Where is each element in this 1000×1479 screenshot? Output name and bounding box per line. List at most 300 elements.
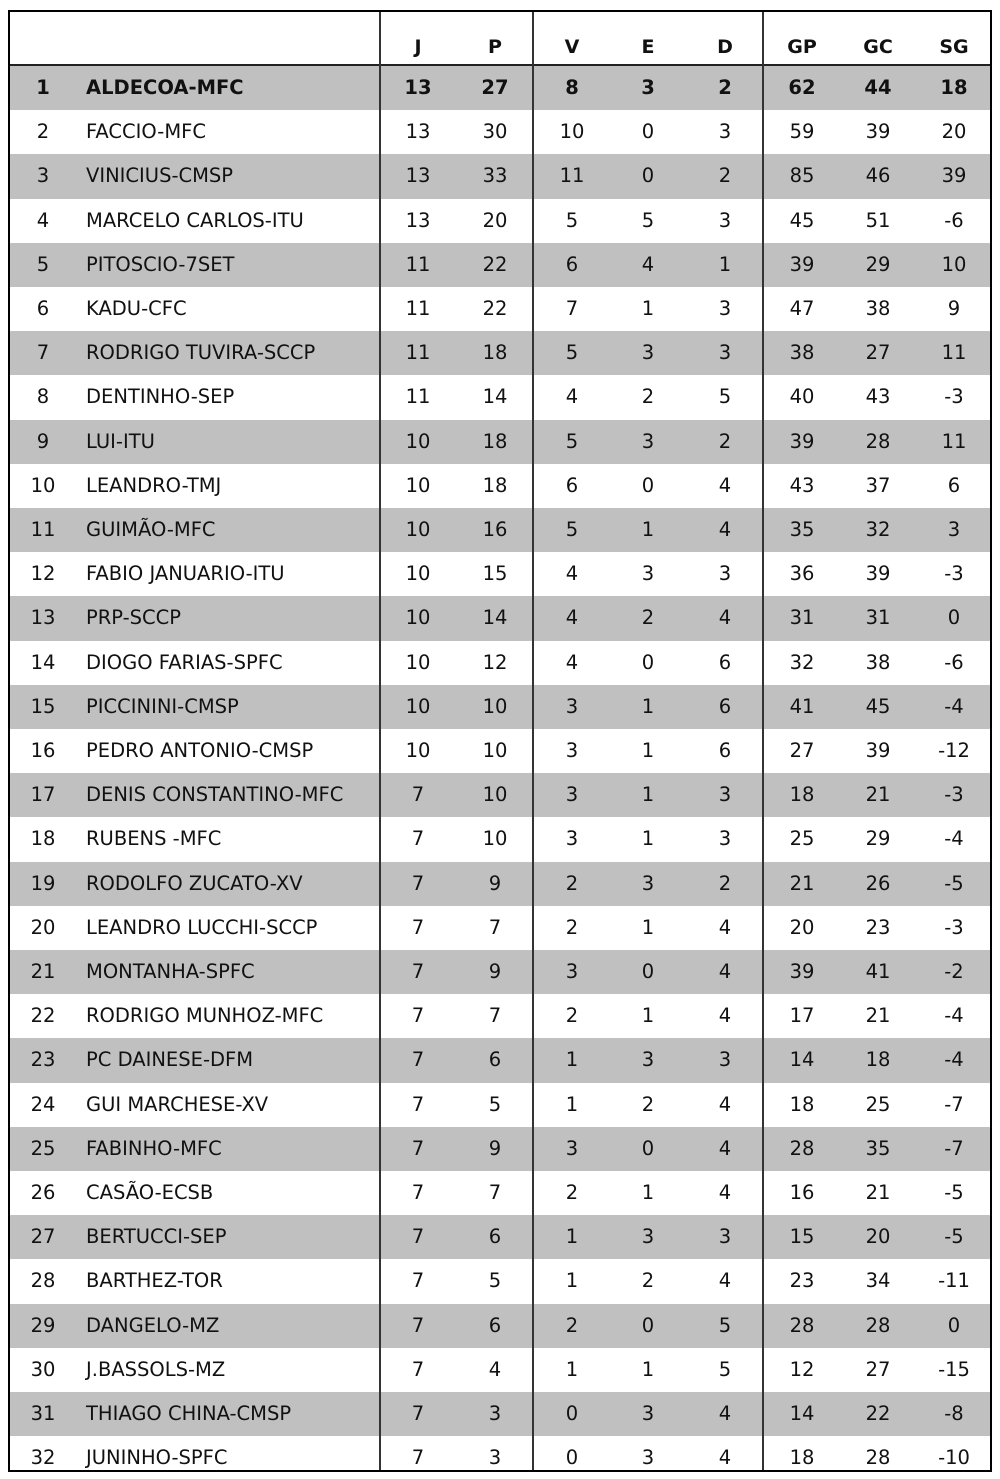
cell-j: 11 [405, 341, 431, 365]
cell-gc: 39 [865, 739, 891, 762]
table-row [10, 1392, 990, 1436]
cell-e: 1 [641, 694, 655, 718]
cell-p: 6 [488, 1048, 502, 1072]
cell-j: 13 [405, 164, 431, 188]
cell-sg: -4 [944, 827, 964, 851]
cell-gp: 47 [789, 297, 815, 320]
cell-e: 1 [641, 827, 655, 851]
cell-v: 3 [565, 827, 579, 851]
header-row [10, 12, 990, 66]
cell-d: 6 [718, 650, 732, 674]
table-row [10, 1304, 990, 1348]
cell-pos: 22 [30, 1004, 56, 1028]
cell-pos: 9 [36, 429, 50, 453]
cell-gp: 59 [789, 120, 815, 144]
cell-gp: 43 [789, 473, 815, 497]
cell-gp: 21 [789, 871, 815, 895]
cell-sg: 0 [947, 1313, 961, 1337]
cell-e: 2 [641, 1269, 655, 1293]
cell-e: 0 [641, 1313, 655, 1337]
cell-j: 10 [405, 473, 431, 497]
cell-sg: -4 [944, 1048, 964, 1072]
cell-d: 3 [718, 827, 732, 851]
cell-gc: 20 [865, 1225, 891, 1249]
table-row [10, 552, 990, 596]
cell-name: THIAGO CHINA-CMSP [86, 1402, 292, 1425]
cell-sg: -6 [944, 650, 964, 674]
cell-sg: -7 [944, 1136, 964, 1160]
cell-v: 2 [565, 871, 579, 895]
cell-pos: 18 [30, 827, 56, 851]
cell-v: 5 [565, 341, 579, 365]
cell-v: 3 [565, 1136, 579, 1160]
cell-p: 7 [488, 1181, 502, 1204]
cell-gp: 35 [789, 518, 815, 541]
cell-gc: 51 [865, 208, 891, 232]
column-divider [532, 12, 534, 1470]
cell-e: 1 [641, 1357, 655, 1381]
cell-gp: 18 [789, 1092, 815, 1116]
cell-name: FABIO JANUARIO-ITU [86, 562, 285, 586]
cell-gc: 27 [865, 1357, 891, 1381]
cell-sg: 18 [940, 76, 968, 99]
cell-d: 4 [718, 915, 732, 939]
header-v: V [564, 36, 580, 58]
cell-j: 7 [411, 1402, 425, 1425]
cell-gc: 29 [865, 827, 891, 851]
cell-e: 0 [641, 1136, 655, 1160]
cell-d: 3 [718, 208, 732, 232]
cell-sg: -3 [944, 783, 964, 807]
header-gc: GC [863, 36, 893, 58]
cell-v: 10 [559, 120, 585, 144]
cell-v: 4 [565, 650, 579, 674]
cell-v: 3 [565, 739, 579, 762]
cell-pos: 11 [30, 518, 56, 541]
table-row [10, 1038, 990, 1082]
cell-d: 4 [718, 1446, 732, 1470]
cell-d: 2 [718, 429, 732, 453]
cell-d: 2 [718, 76, 732, 99]
cell-j: 10 [405, 606, 431, 630]
cell-gp: 18 [789, 1446, 815, 1470]
cell-d: 5 [718, 385, 732, 409]
cell-pos: 23 [30, 1048, 56, 1072]
table-row [10, 508, 990, 552]
cell-gp: 27 [789, 739, 815, 762]
cell-name: GUIMÃO-MFC [86, 518, 216, 541]
cell-pos: 12 [30, 562, 56, 586]
cell-name: PEDRO ANTONIO-CMSP [86, 739, 314, 762]
cell-name: GUI MARCHESE-XV [86, 1092, 269, 1116]
cell-v: 5 [565, 518, 579, 541]
cell-pos: 28 [30, 1269, 56, 1293]
cell-p: 4 [488, 1357, 502, 1381]
cell-pos: 4 [36, 208, 50, 232]
cell-v: 5 [565, 429, 579, 453]
cell-v: 1 [565, 1048, 579, 1072]
cell-p: 9 [488, 960, 502, 983]
cell-gp: 39 [789, 960, 815, 983]
table-row [10, 1259, 990, 1303]
cell-j: 10 [405, 694, 431, 718]
cell-gp: 28 [789, 1313, 815, 1337]
standings-table [8, 10, 992, 1472]
cell-name: BARTHEZ-TOR [86, 1269, 223, 1293]
cell-e: 3 [641, 1446, 655, 1470]
cell-e: 1 [641, 783, 655, 807]
table-row [10, 729, 990, 773]
cell-j: 7 [411, 1313, 425, 1337]
cell-name: LUI-ITU [86, 429, 155, 453]
cell-d: 6 [718, 739, 732, 762]
cell-pos: 25 [30, 1136, 56, 1160]
cell-j: 7 [411, 1048, 425, 1072]
cell-e: 1 [641, 1004, 655, 1028]
cell-pos: 16 [30, 739, 56, 762]
cell-p: 10 [482, 694, 508, 718]
cell-gp: 14 [789, 1048, 815, 1072]
cell-gc: 21 [865, 1181, 891, 1204]
table-row [10, 464, 990, 508]
cell-sg: -3 [944, 915, 964, 939]
header-d: D [717, 36, 733, 58]
cell-v: 5 [565, 208, 579, 232]
cell-p: 12 [482, 650, 508, 674]
cell-v: 0 [565, 1446, 579, 1470]
cell-gc: 28 [865, 429, 891, 453]
cell-name: VINICIUS-CMSP [86, 164, 234, 188]
table-row [10, 243, 990, 287]
cell-v: 3 [565, 783, 579, 807]
cell-d: 4 [718, 1004, 732, 1028]
cell-e: 1 [641, 1181, 655, 1204]
table-row [10, 66, 990, 110]
cell-e: 3 [641, 1048, 655, 1072]
cell-v: 8 [565, 76, 579, 99]
cell-e: 4 [641, 252, 655, 276]
table-row [10, 685, 990, 729]
cell-p: 7 [488, 915, 502, 939]
cell-e: 2 [641, 1092, 655, 1116]
cell-gc: 28 [865, 1313, 891, 1337]
cell-j: 10 [405, 518, 431, 541]
cell-pos: 14 [30, 650, 56, 674]
cell-name: PITOSCIO-7SET [86, 252, 235, 276]
cell-e: 1 [641, 915, 655, 939]
cell-gp: 14 [789, 1402, 815, 1425]
cell-gc: 18 [865, 1048, 891, 1072]
cell-e: 1 [641, 739, 655, 762]
cell-pos: 8 [36, 385, 50, 409]
cell-p: 9 [488, 871, 502, 895]
table-row [10, 1127, 990, 1171]
cell-sg: -2 [944, 960, 964, 983]
cell-d: 2 [718, 164, 732, 188]
header-divider [10, 64, 990, 66]
cell-sg: 6 [947, 473, 961, 497]
cell-j: 7 [411, 1446, 425, 1470]
cell-name: CASÃO-ECSB [86, 1181, 214, 1204]
cell-sg: 39 [941, 164, 967, 188]
cell-sg: -3 [944, 562, 964, 586]
cell-e: 3 [641, 1225, 655, 1249]
cell-e: 3 [641, 562, 655, 586]
cell-gc: 32 [865, 518, 891, 541]
cell-sg: -12 [938, 739, 970, 762]
cell-e: 3 [641, 341, 655, 365]
cell-p: 10 [482, 783, 508, 807]
cell-pos: 29 [30, 1313, 56, 1337]
cell-gp: 41 [789, 694, 815, 718]
cell-j: 7 [411, 871, 425, 895]
cell-sg: -4 [944, 1004, 964, 1028]
column-divider [762, 12, 764, 1470]
cell-name: PICCININI-CMSP [86, 694, 239, 718]
cell-e: 3 [641, 429, 655, 453]
table-row [10, 950, 990, 994]
table-row [10, 862, 990, 906]
cell-j: 7 [411, 827, 425, 851]
cell-name: RODOLFO ZUCATO-XV [86, 871, 303, 895]
cell-e: 2 [641, 385, 655, 409]
table-row [10, 420, 990, 464]
cell-pos: 19 [30, 871, 56, 895]
cell-gp: 17 [789, 1004, 815, 1028]
cell-j: 13 [404, 76, 432, 99]
column-divider [379, 12, 381, 1470]
cell-name: PC DAINESE-DFM [86, 1048, 254, 1072]
cell-name: MONTANHA-SPFC [86, 960, 255, 983]
cell-sg: -5 [944, 1225, 964, 1249]
table-row [10, 154, 990, 198]
table-row [10, 1083, 990, 1127]
cell-e: 3 [641, 871, 655, 895]
cell-j: 10 [405, 429, 431, 453]
cell-gp: 39 [789, 429, 815, 453]
cell-gc: 37 [865, 473, 891, 497]
cell-p: 27 [481, 76, 509, 99]
cell-gp: 85 [789, 164, 815, 188]
cell-sg: -11 [938, 1269, 970, 1293]
cell-d: 5 [718, 1313, 732, 1337]
cell-name: J.BASSOLS-MZ [86, 1357, 226, 1381]
cell-gp: 16 [789, 1181, 815, 1204]
cell-gp: 12 [789, 1357, 815, 1381]
cell-p: 18 [482, 341, 508, 365]
cell-sg: -4 [944, 694, 964, 718]
cell-d: 4 [718, 606, 732, 630]
cell-v: 0 [565, 1402, 579, 1425]
header-e: E [641, 36, 655, 58]
cell-name: FACCIO-MFC [86, 120, 206, 144]
cell-p: 3 [488, 1446, 502, 1470]
cell-gc: 25 [865, 1092, 891, 1116]
table-row [10, 1215, 990, 1259]
cell-name: ALDECOA-MFC [86, 76, 244, 99]
cell-j: 7 [411, 960, 425, 983]
cell-gc: 44 [864, 76, 892, 99]
cell-gc: 35 [865, 1136, 891, 1160]
cell-p: 6 [488, 1225, 502, 1249]
cell-name: BERTUCCI-SEP [86, 1225, 227, 1249]
cell-sg: -15 [938, 1357, 970, 1381]
cell-d: 4 [718, 1136, 732, 1160]
cell-j: 11 [405, 297, 431, 320]
cell-e: 0 [641, 960, 655, 983]
cell-j: 13 [405, 120, 431, 144]
cell-j: 7 [411, 1004, 425, 1028]
cell-gc: 28 [865, 1446, 891, 1470]
cell-d: 3 [718, 297, 732, 320]
cell-pos: 17 [30, 783, 56, 807]
cell-v: 6 [565, 252, 579, 276]
cell-p: 15 [482, 562, 508, 586]
cell-sg: -10 [938, 1446, 970, 1470]
cell-v: 1 [565, 1092, 579, 1116]
cell-d: 3 [718, 562, 732, 586]
cell-gc: 38 [865, 297, 891, 320]
cell-pos: 2 [36, 120, 50, 144]
cell-gc: 46 [865, 164, 891, 188]
cell-name: DANGELO-MZ [86, 1313, 220, 1337]
cell-gp: 23 [789, 1269, 815, 1293]
cell-gc: 22 [865, 1402, 891, 1425]
cell-gc: 21 [865, 783, 891, 807]
cell-p: 16 [482, 518, 508, 541]
cell-v: 4 [565, 562, 579, 586]
cell-pos: 1 [36, 76, 50, 99]
cell-pos: 27 [30, 1225, 56, 1249]
cell-gc: 41 [865, 960, 891, 983]
cell-pos: 24 [30, 1092, 56, 1116]
cell-d: 4 [718, 1402, 732, 1425]
cell-sg: -6 [944, 208, 964, 232]
header-sg: SG [939, 36, 969, 58]
cell-p: 20 [482, 208, 508, 232]
cell-pos: 32 [30, 1446, 56, 1470]
cell-gc: 27 [865, 341, 891, 365]
cell-d: 3 [718, 341, 732, 365]
cell-p: 10 [482, 739, 508, 762]
cell-gc: 31 [865, 606, 891, 630]
cell-sg: 10 [941, 252, 967, 276]
cell-gp: 38 [789, 341, 815, 365]
cell-gp: 32 [789, 650, 815, 674]
cell-e: 0 [641, 473, 655, 497]
cell-v: 4 [565, 385, 579, 409]
cell-j: 7 [411, 915, 425, 939]
cell-v: 3 [565, 694, 579, 718]
cell-p: 9 [488, 1136, 502, 1160]
cell-d: 3 [718, 1048, 732, 1072]
table-row [10, 375, 990, 419]
cell-v: 6 [565, 473, 579, 497]
cell-pos: 20 [30, 915, 56, 939]
cell-j: 7 [411, 1181, 425, 1204]
cell-gp: 28 [789, 1136, 815, 1160]
cell-sg: -7 [944, 1092, 964, 1116]
cell-p: 7 [488, 1004, 502, 1028]
header-p: P [488, 36, 502, 58]
cell-name: RUBENS -MFC [86, 827, 222, 851]
cell-name: LEANDRO LUCCHI-SCCP [86, 915, 318, 939]
cell-v: 3 [565, 960, 579, 983]
cell-gp: 15 [789, 1225, 815, 1249]
cell-v: 2 [565, 1004, 579, 1028]
cell-gp: 40 [789, 385, 815, 409]
table-row [10, 773, 990, 817]
table-row [10, 596, 990, 640]
cell-e: 5 [641, 208, 655, 232]
cell-v: 1 [565, 1357, 579, 1381]
cell-j: 10 [405, 562, 431, 586]
cell-name: RODRIGO MUNHOZ-MFC [86, 1004, 324, 1028]
cell-gc: 39 [865, 120, 891, 144]
cell-p: 18 [482, 473, 508, 497]
cell-gc: 21 [865, 1004, 891, 1028]
cell-name: DENTINHO-SEP [86, 385, 235, 409]
table-row [10, 817, 990, 861]
cell-d: 4 [718, 1181, 732, 1204]
cell-v: 7 [565, 297, 579, 320]
cell-v: 1 [565, 1269, 579, 1293]
cell-gp: 39 [789, 252, 815, 276]
cell-gc: 45 [865, 694, 891, 718]
cell-j: 7 [411, 1269, 425, 1293]
cell-gp: 45 [789, 208, 815, 232]
cell-j: 7 [411, 1092, 425, 1116]
cell-pos: 30 [30, 1357, 56, 1381]
cell-gc: 38 [865, 650, 891, 674]
cell-e: 1 [641, 518, 655, 541]
cell-pos: 26 [30, 1181, 56, 1204]
cell-j: 13 [405, 208, 431, 232]
table-row [10, 287, 990, 331]
cell-j: 11 [405, 385, 431, 409]
cell-pos: 10 [30, 473, 56, 497]
header-gp: GP [787, 36, 817, 58]
cell-d: 2 [718, 871, 732, 895]
cell-name: JUNINHO-SPFC [86, 1446, 228, 1470]
table-row [10, 641, 990, 685]
cell-sg: 11 [941, 341, 967, 365]
table-row [10, 1348, 990, 1392]
cell-d: 3 [718, 120, 732, 144]
table-row [10, 906, 990, 950]
cell-j: 10 [405, 650, 431, 674]
cell-gc: 29 [865, 252, 891, 276]
cell-gp: 36 [789, 562, 815, 586]
cell-pos: 7 [36, 341, 50, 365]
cell-p: 18 [482, 429, 508, 453]
cell-sg: -5 [944, 871, 964, 895]
table-row [10, 1436, 990, 1472]
cell-d: 3 [718, 783, 732, 807]
cell-p: 14 [482, 606, 508, 630]
cell-e: 3 [641, 76, 655, 99]
cell-d: 3 [718, 1225, 732, 1249]
cell-pos: 15 [30, 694, 56, 718]
table-row [10, 1171, 990, 1215]
cell-p: 3 [488, 1402, 502, 1425]
cell-p: 14 [482, 385, 508, 409]
cell-p: 22 [482, 252, 508, 276]
cell-j: 7 [411, 1136, 425, 1160]
cell-j: 10 [405, 739, 431, 762]
cell-j: 11 [405, 252, 431, 276]
cell-d: 4 [718, 1269, 732, 1293]
